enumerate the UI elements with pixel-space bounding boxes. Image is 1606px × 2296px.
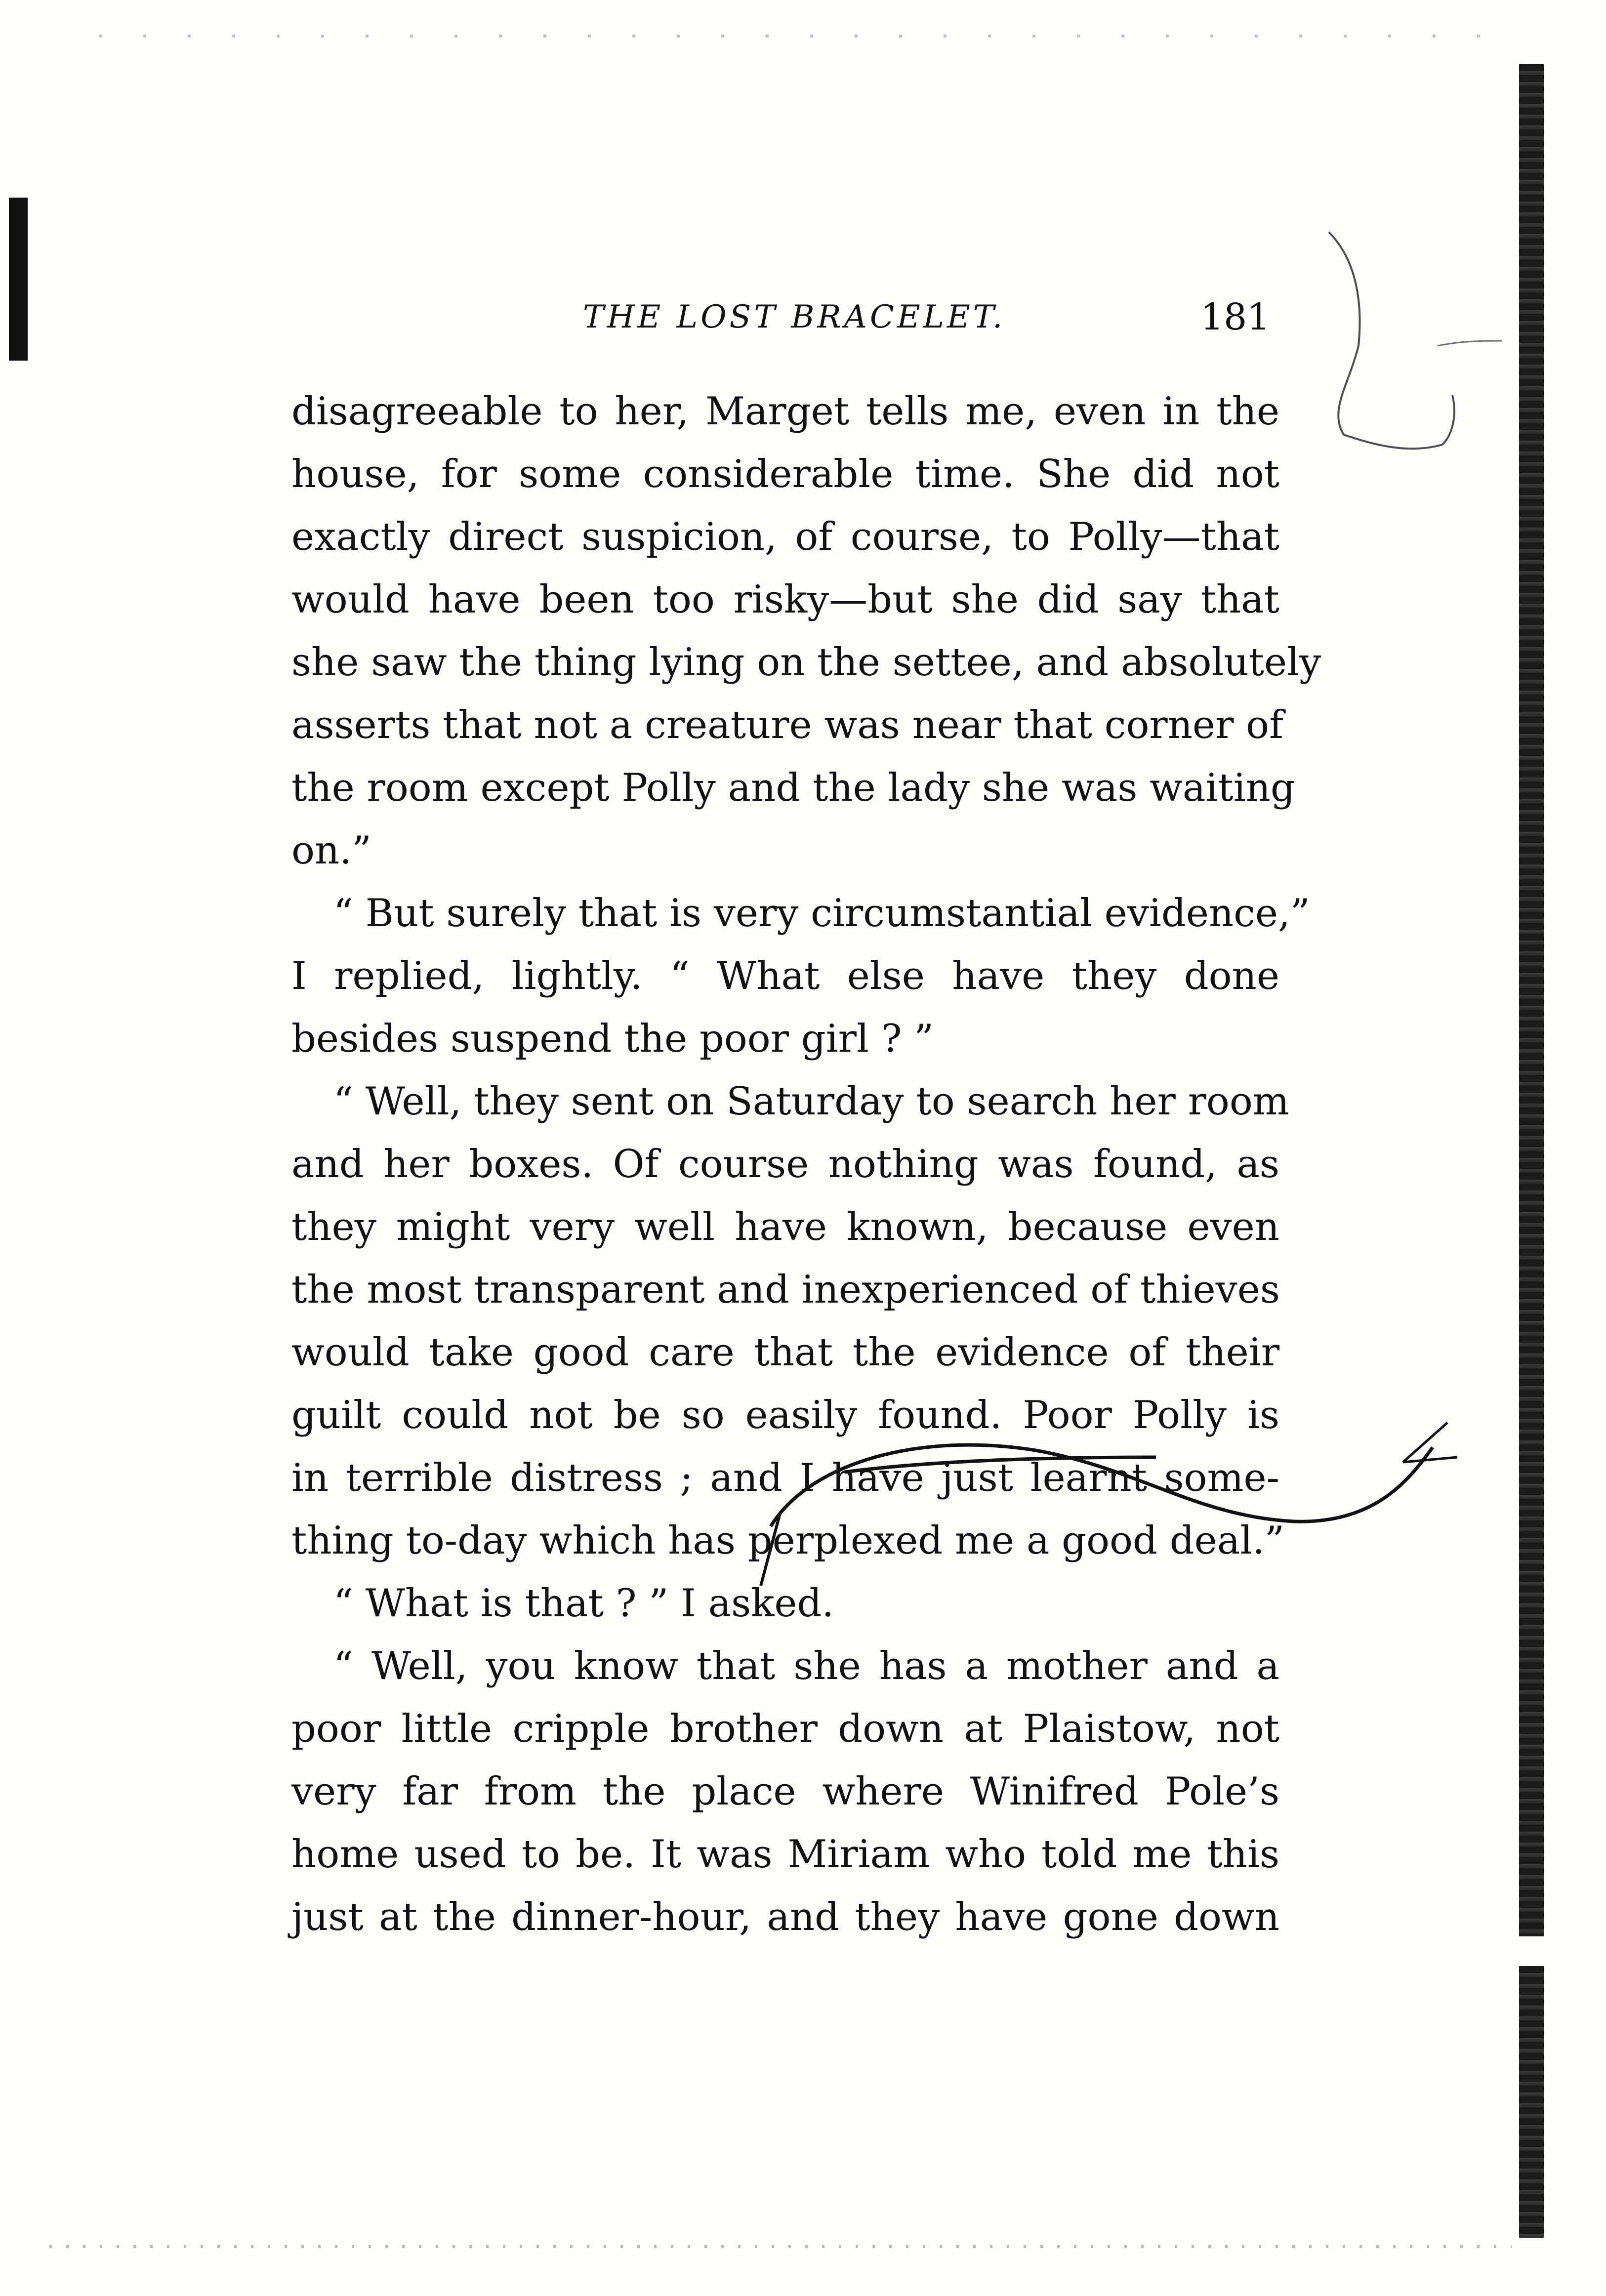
scan-edge-mark [9,198,28,361]
text-line: the room except Polly and the lady she was waiting [291,766,1295,810]
body-text [291,380,1321,1949]
text-line: guilt could not be so easily found. Poor Polly is [291,1393,1279,1437]
text-line: very far from the place where Winifred Pole’s [291,1769,1279,1814]
page-header [291,296,1279,343]
scan-noise-bottom [49,2245,1512,2248]
scan-right-edge [1519,64,1544,2238]
margin-scribble [1329,232,1454,449]
text-line: besides suspend the poor girl ? ” [291,1017,934,1061]
text-line: in terrible distress ; and I have just learnt some- [291,1456,1279,1500]
text-line: she saw the thing lying on the settee, and absolutely [291,640,1321,685]
text-line: thing to-day which has perplexed me a good deal.” [291,1518,1284,1563]
text-line: they might very well have known, because even [291,1205,1279,1249]
pen-stroke-flick [1403,1423,1457,1462]
text-line: the most transparent and inexperienced of thieves [291,1268,1280,1312]
text-line: “ Well, they sent on Saturday to search her room [333,1079,1289,1124]
text-line: home used to be. It was Miriam who told me this [291,1832,1279,1877]
text-line: asserts that not a creature was near that corner of [291,703,1284,747]
text-line: “ But surely that is very circumstantial evidence,” [333,891,1310,936]
text-line: and her boxes. Of course nothing was found, as [291,1142,1279,1187]
text-line: “ What is that ? ” I asked. [333,1581,834,1626]
text-line: “ Well, you know that she has a mother and a [333,1644,1279,1688]
text-line: disagreeable to her, Marget tells me, even in the [291,389,1279,434]
scan-noise-top [99,35,1512,38]
page-number: 181 [1200,296,1271,338]
text-line: just at the dinner-hour, and they have gone down [291,1895,1279,1939]
text-line: exactly direct suspicion, of course, to Polly—that [291,515,1279,559]
text-line: I replied, lightly. “ What else have they done [291,954,1279,998]
running-title: THE LOST BRACELET. [583,299,1006,335]
text-line: would take good care that the evidence of their [291,1330,1279,1375]
text-line: on.” [291,828,371,873]
text-line: poor little cripple brother down at Plaistow, not [291,1707,1279,1751]
text-line: house, for some considerable time. She did not [291,452,1279,496]
text-line: would have been too risky—but she did say that [291,577,1279,622]
margin-scribble-2 [1438,341,1502,346]
